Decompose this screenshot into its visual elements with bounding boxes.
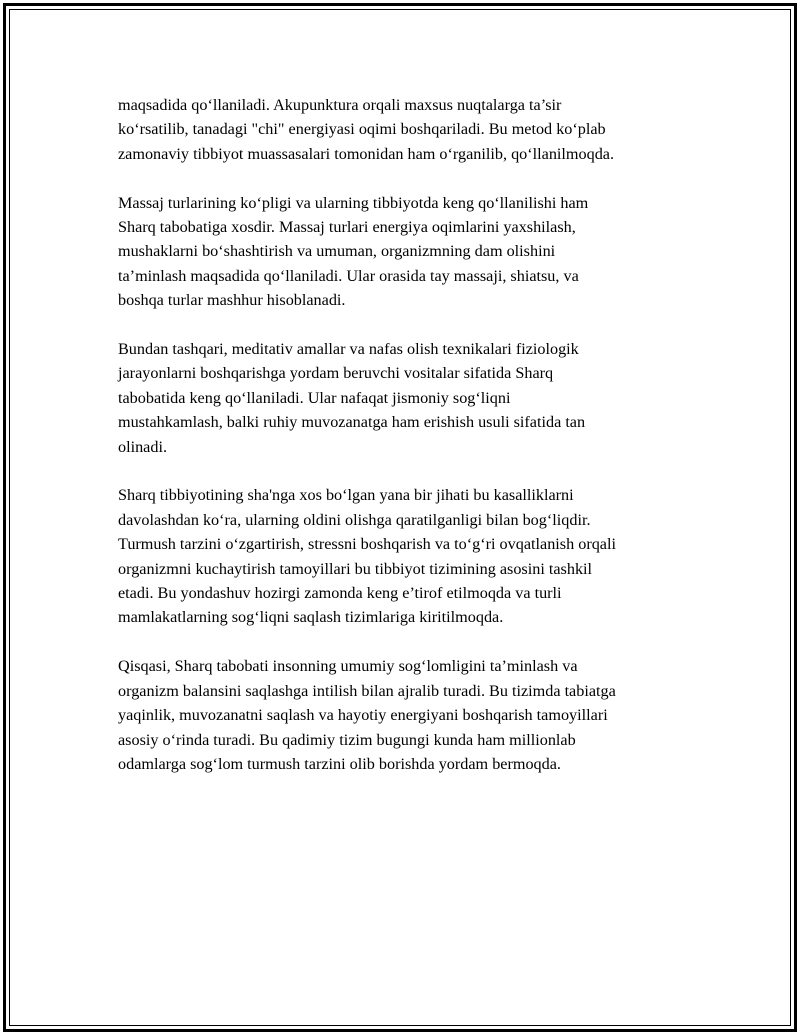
paragraph-4: Sharq tibbiyotining sha'nga xos bo‘lgan yana bir jihati bu kasalliklarni davolashdan ko‘ra, ularning oldini olishga qaratilganligi bilan bog‘liqdir. Turmush tarzini o‘zgartirish, stressni boshqarish va to‘g‘ri ovqatlanish orqali organizmni kuchaytirish tamoyillari bu tibbiyot tizimining asosini tashkil etadi. Bu yondashuv hozirgi zamonda keng e’tirof etilmoqda va turli mamlakatlarning sog‘liqni saqlash tizimlariga kiritilmoqda. xyxy=(118,486,616,627)
document-body xyxy=(118,93,698,801)
paragraph-3: Bundan tashqari, meditativ amallar va nafas olish texnikalari fiziologik jarayonlarni boshqarishga yordam beruvchi vositalar sifatida Sharq tabobatida keng qo‘llaniladi. Ular nafaqat jismoniy sog‘liqni mustahkamlash, balki ruhiy muvozanatga ham erishish usuli sifatida tan olinadi. xyxy=(118,340,586,456)
paragraph-2: Massaj turlarining ko‘pligi va ularning tibbiyotda keng qo‘llanilishi ham Sharq tabobatiga xosdir. Massaj turlari energiya oqimlarini yaxshilash, mushaklarni bo‘shashtirish va umuman, organizmning dam olishini ta’minlash maqsadida qo‘llaniladi. Ular orasida tay massaji, shiatsu, va boshqa turlar mashhur hisoblanadi. xyxy=(118,193,589,310)
paragraph-1: maqsadida qo‘llaniladi. Akupunktura orqali maxsus nuqtalarga ta’sir ko‘rsatilib, tanadagi "chi" energiyasi oqimi boshqariladi. Bu metod ko‘plab zamonaviy tibbiyot muassasalari tomonidan ham o‘rganilib, qo‘llanilmoqda. xyxy=(118,96,615,163)
paragraph-5: Qisqasi, Sharq tabobati insonning umumiy sog‘lomligini ta’minlash va organizm balansini saqlashga intilish bilan ajralib turadi. Bu tizimda tabiatga yaqinlik, muvozanatni saqlash va hayotiy energiyani boshqarish tamoyillari asosiy o‘rinda turadi. Bu qadimiy tizim bugungi kunda ham millionlab odamlarga sog‘lom turmush tarzini olib borishda yordam bermoqda. xyxy=(118,657,616,773)
